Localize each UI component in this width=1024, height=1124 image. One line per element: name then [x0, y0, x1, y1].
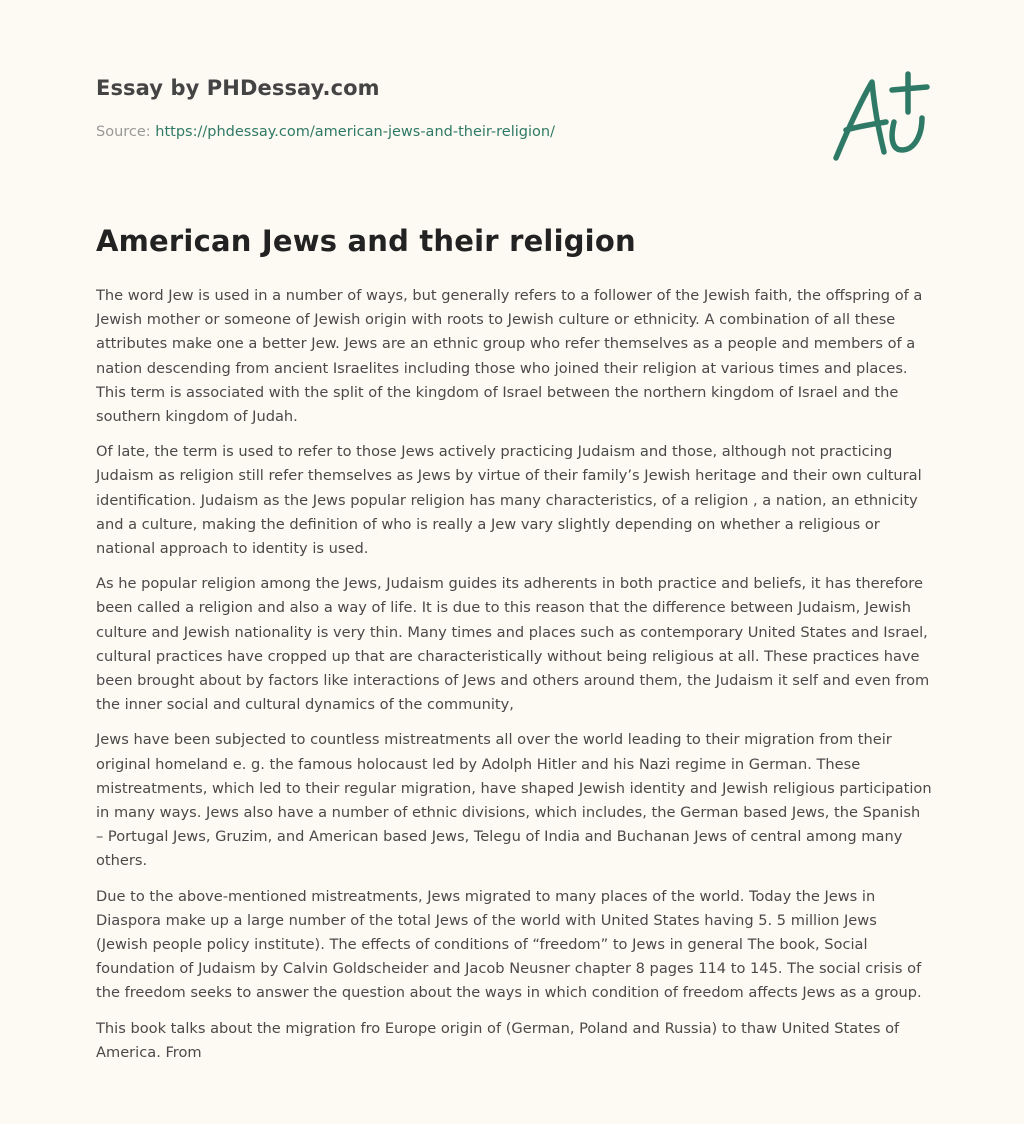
source-label: Source:: [96, 124, 156, 140]
essay-paragraph: As he popular religion among the Jews, Judaism guides its adherents in both practice and beliefs, it has therefore been called a religion and also a way of life. It is due to this reason that the difference between Judaism, Jewish culture and Jewish nationality is very thin. Many times and places such as contemporary United States and Israel, cultural practices have cropped up that are characteristically without being religious at all. These practices have been brought about by factors like interactions of Jews and others around them, the Judaism it self and even from the inner social and cultural dynamics of the community,: [96, 575, 930, 714]
essay-paragraph: Of late, the term is used to refer to those Jews actively practicing Judaism and those, although not practicing Judaism as religion still refer themselves as Jews by virtue of their family’s Jewish heritage and their own cultural identification. Judaism as the Jews popular religion has many characteristics, of a religion , a nation, an ethnicity and a culture, making the definition of who is really a Jew vary slightly depending on whether a religious or national approach to identity is used.: [96, 443, 922, 558]
a-plus-grade-icon: [828, 66, 932, 166]
essay-paragraph: Jews have been subjected to countless mistreatments all over the world leading to their migration from their original homeland e. g. the famous holocaust led by Adolph Hitler and his Nazi regime in German. These mistreatments, which led to their regular migration, have shaped Jewish identity and Jewish religious participation in many ways. Jews also have a number of ethnic divisions, which includes, the German based Jews, the Spanish – Portugal Jews, Gruzim, and American based Jews, Telegu of India and Buchanan Jews of central among many others.: [96, 731, 932, 870]
essay-paragraph: The word Jew is used in a number of ways, but generally refers to a follower of the Jewish faith, the offspring of a Jewish mother or someone of Jewish origin with roots to Jewish culture or ethnicity. A combination of all these attributes make one a better Jew. Jews are an ethnic group who refer themselves as a people and members of a nation descending from ancient Israelites including those who joined their religion at various times and places. This term is associated with the split of the kingdom of Israel between the northern kingdom of Israel and the southern kingdom of Judah.: [96, 287, 923, 426]
essay-body: [96, 284, 932, 1076]
essay-paragraph: Due to the above-mentioned mistreatments, Jews migrated to many places of the world. Today the Jews in Diaspora make up a large number of the total Jews of the world with United States having 5. 5 million Jews (Jewish people policy institute). The effects of conditions of “freedom” to Jews in general The book, Social foundation of Judaism by Calvin Goldscheider and Jacob Neusner chapter 8 pages 114 to 145. The social crisis of the freedom seeks to answer the question about the ways in which condition of freedom affects Jews as a group.: [96, 887, 922, 1002]
source-link[interactable]: https://phdessay.com/american-jews-and-their-religion/: [155, 124, 555, 140]
source-line: [96, 124, 555, 140]
essay-title: American Jews and their religion: [96, 224, 636, 258]
page-header: [96, 0, 928, 160]
site-title: Essay by PHDessay.com: [96, 76, 380, 100]
essay-paragraph: This book talks about the migration fro Europe origin of (German, Poland and Russia) to thaw United States of America. From: [96, 1019, 900, 1061]
